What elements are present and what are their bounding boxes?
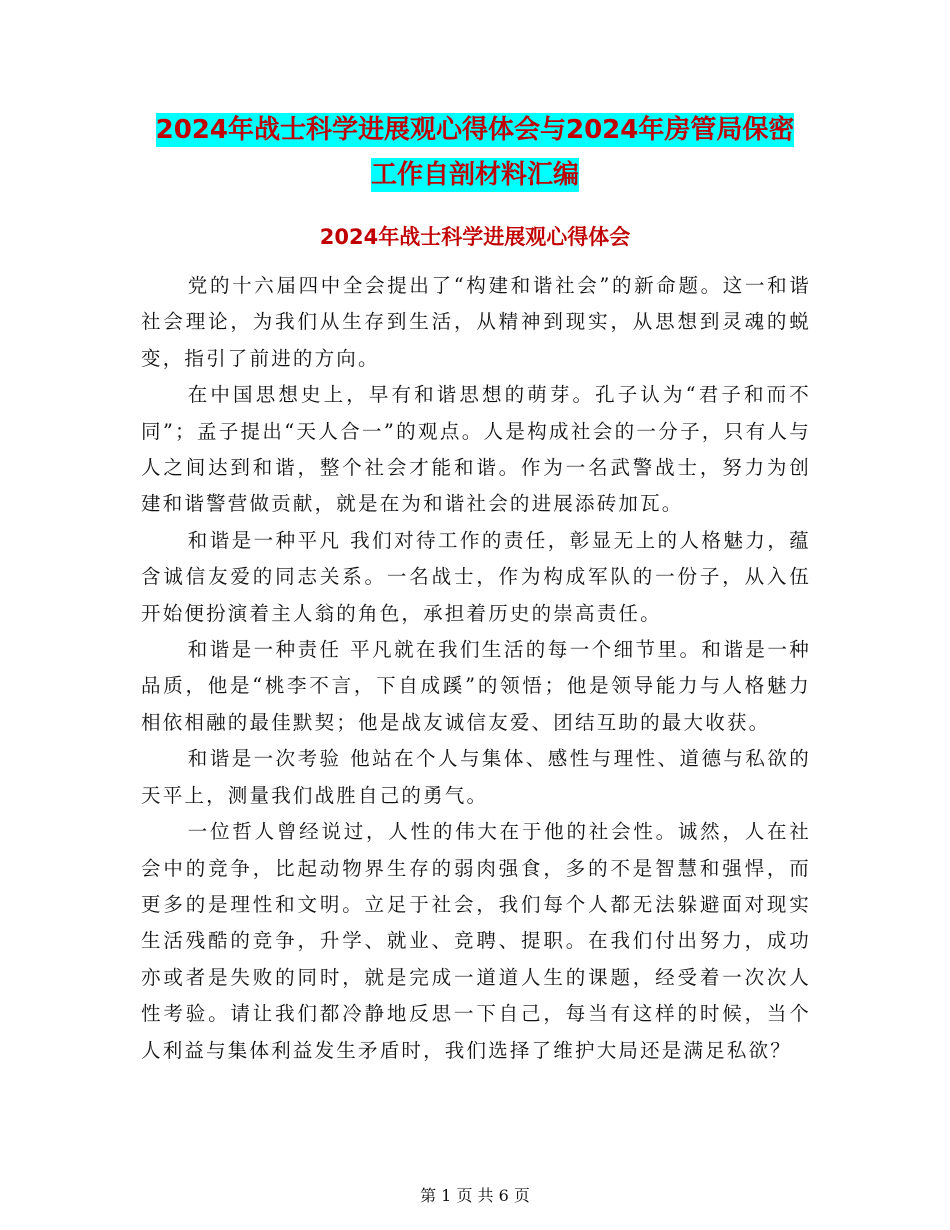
title-highlight-1: 2024年战士科学进展观心得体会与2024年房管局保密 bbox=[155, 115, 795, 145]
body-text bbox=[141, 268, 811, 1069]
page-footer: 第 1 页 共 6 页 bbox=[420, 1186, 530, 1205]
title-highlight-2: 工作自剖材料汇编 bbox=[370, 160, 579, 190]
paragraph: 和谐是一种责任 平凡就在我们生活的每一个细节里。和谐是一种品质，他是“桃李不言，下自成蹊”的领悟；他是领导能力与人格魅力相依相融的最佳默契；他是战友诚信友爱、团结互助的最大收获。 bbox=[141, 638, 811, 734]
paragraph: 一位哲人曾经说过，人性的伟大在于他的社会性。诚然，人在社会中的竞争，比起动物界生存的弱肉强食，多的不是智慧和强悍，而更多的是理性和文明。立足于社会，我们每个人都无法躲避面对现实生活残酷的竞争，升学、就业、竞聘、提职。在我们付出努力，成功亦或者是失败的同时，就是完成一道道人生的课题，经受着一次次人性考验。请让我们都冷静地反思一下自己，每当有这样的时候，当个人利益与集体利益发生矛盾时，我们选择了维护大局还是满足私欲？ bbox=[141, 820, 811, 1062]
paragraph: 和谐是一种平凡 我们对待工作的责任，彰显无上的人格魅力，蕴含诚信友爱的同志关系。一名战士，作为构成军队的一份子，从入伍开始便扮演着主人翁的角色，承担着历史的崇高责任。 bbox=[141, 528, 811, 625]
paragraph: 在中国思想史上，早有和谐思想的萌芽。孔子认为“君子和而不同”；孟子提出“天人合一”的观点。人是构成社会的一分子，只有人与人之间达到和谐，整个社会才能和谐。作为一名武警战士，努力为创建和谐警营做贡献，就是在为和谐社会的进展添砖加瓦。 bbox=[141, 383, 811, 516]
section-heading: 2024年战士科学进展观心得体会 bbox=[319, 225, 631, 249]
document-title-line-2 bbox=[140, 158, 810, 192]
paragraph: 和谐是一次考验 他站在个人与集体、感性与理性、道德与私欲的天平上，测量我们战胜自己的勇气。 bbox=[141, 747, 811, 807]
document-title-line-1 bbox=[140, 113, 810, 147]
paragraph: 党的十六届四中全会提出了“构建和谐社会”的新命题。这一和谐社会理论，为我们从生存到生活，从精神到现实，从思想到灵魂的蜕变，指引了前进的方向。 bbox=[141, 274, 811, 370]
